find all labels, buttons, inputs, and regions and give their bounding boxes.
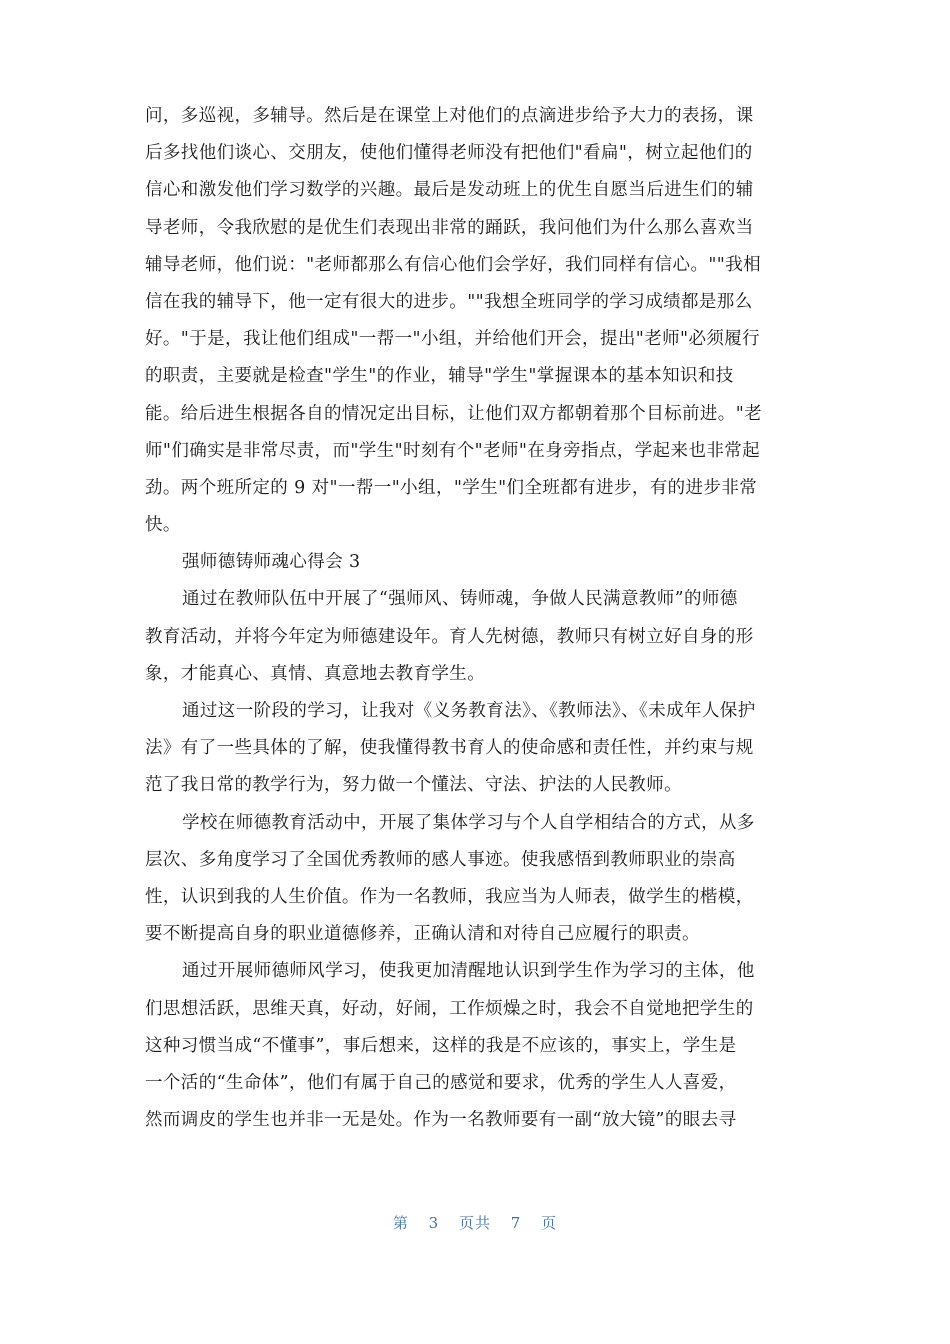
paragraph [145, 581, 809, 693]
text-line: 导老师，令我欣慰的是优生们表现出非常的踊跃，我问他们为什么那么喜欢当 [145, 217, 754, 238]
text-line: 劲。两个班所定的 9 对"一帮一"小组，"学生"们全班都有进步，有的进步非常 [145, 477, 758, 498]
paragraph [145, 953, 809, 1139]
text-line: 这种习惯当成“不懂事”，事后想来，这样的我是不应该的，事实上，学生是 [145, 1035, 737, 1056]
text-line: 通过这一阶段的学习，让我对《义务教育法》、《教师法》、《未成年人保护 [182, 701, 756, 721]
text-line: 象，才能真心、真情、真意地去教育学生。 [145, 663, 486, 684]
text-line: 师"们确实是非常尽责，而"学生"时刻有个"老师"在身旁指点，学起来也非常起 [145, 440, 761, 461]
paragraph [145, 805, 809, 954]
text-line: 信在我的辅导下，他一定有很大的进步。""我想全班同学的学习成绩都是那么 [145, 291, 753, 312]
paragraph [145, 693, 809, 805]
text-line: 一个活的“生命体”，他们有属于自己的感觉和要求，优秀的学生人人喜爱， [145, 1072, 737, 1093]
text-line: 性，认识到我的人生价值。作为一名教师，我应当为人师表，做学生的楷模， [145, 886, 754, 907]
text-line: 范了我日常的教学行为，努力做一个懂法、守法、护法的人民教师。 [145, 775, 682, 796]
section-heading: 强师德铸师魂心得会 3 [182, 552, 361, 573]
text-line: 教育活动，并将今年定为师德建设年。育人先树德，教师只有树立好自身的形 [145, 626, 754, 647]
text-line: 信心和激发他们学习数学的兴趣。最后是发动班上的优生自愿当后进生们的辅 [145, 180, 754, 201]
text-line: 法》有了一些具体的了解，使我懂得教书育人的使命感和责任性，并约束与规 [145, 738, 754, 759]
total-pages-number: 7 [510, 1214, 522, 1232]
page-footer [0, 1212, 950, 1233]
continuation-paragraph [145, 98, 809, 544]
footer-suffix: 页 [541, 1214, 558, 1232]
text-line: 辅导老师，他们说："老师都那么有信心他们会学好，我们同样有信心。""我相 [145, 254, 762, 275]
text-line: 通过在教师队伍中开展了“强师风、铸师魂，争做人民满意教师”的师德 [182, 589, 738, 610]
text-line: 快。 [145, 515, 181, 536]
text-line: 然而调皮的学生也并非一无是处。作为一名教师要有一副“放大镜”的眼去寻 [145, 1110, 737, 1131]
footer-middle: 页共 [458, 1214, 491, 1232]
text-line: 层次、多角度学习了全国优秀教师的感人事迹。使我感悟到教师职业的崇高 [145, 849, 736, 870]
text-line: 问，多巡视，多辅导。然后是在课堂上对他们的点滴进步给予大力的表扬，课 [145, 106, 754, 126]
text-line: 的职责，主要就是检查"学生"的作业，辅导"学生"掌握课本的基本知识和技 [145, 366, 734, 387]
text-line: 要不断提高自身的职业道德修养，正确认清和对待自己应履行的职责。 [145, 924, 700, 945]
text-line: 学校在师德教育活动中，开展了集体学习与个人自学相结合的方式，从多 [182, 812, 755, 833]
text-line: 通过开展师德师风学习，使我更加清醒地认识到学生作为学习的主体，他 [182, 961, 755, 982]
document-body [145, 98, 809, 1139]
footer-prefix: 第 [392, 1214, 409, 1232]
text-line: 后多找他们谈心、交朋友，使他们懂得老师没有把他们"看扁"，树立起他们的 [145, 143, 753, 164]
text-line: 好。"于是，我让他们组成"一帮一"小组，并给他们开会，提出"老师"必须履行 [145, 329, 761, 350]
current-page-number: 3 [428, 1214, 440, 1232]
text-line: 们思想活跃，思维天真，好动，好闹，工作烦燥之时，我会不自觉地把学生的 [145, 998, 754, 1019]
text-line: 能。给后进生根据各自的情况定出目标，让他们双方都朝着那个目标前进。"老 [145, 403, 763, 424]
